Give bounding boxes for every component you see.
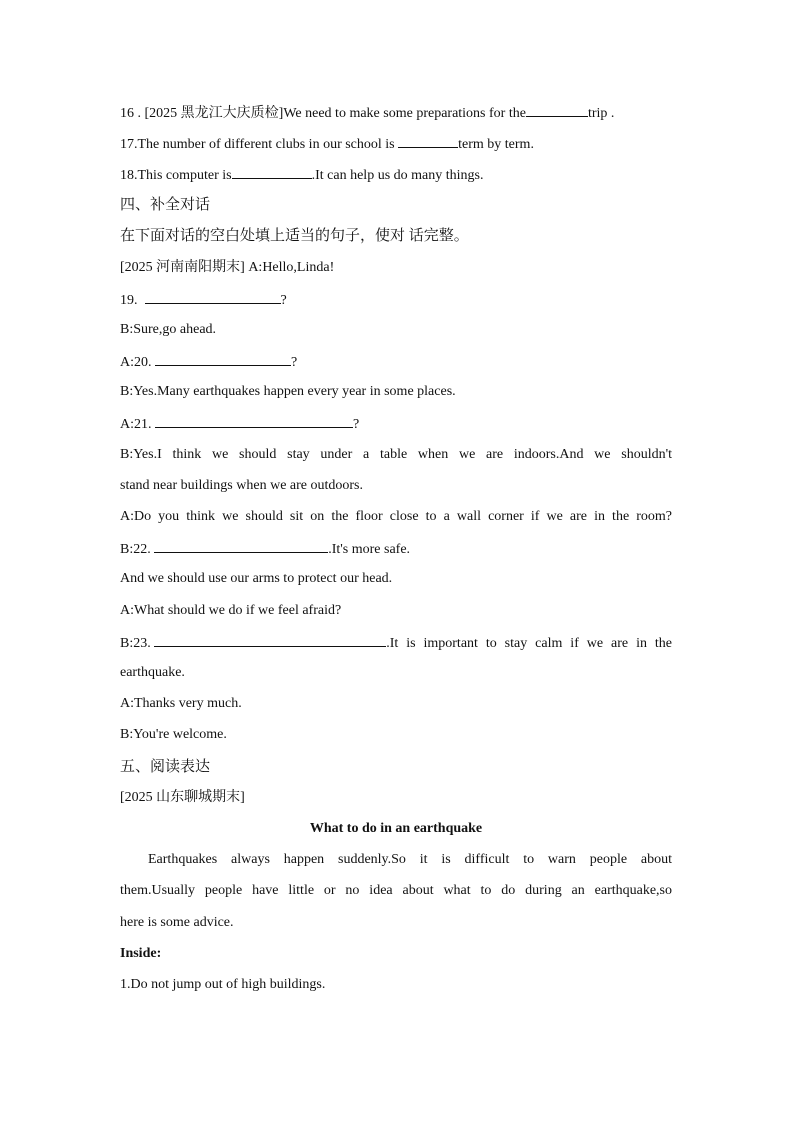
question-18 (120, 164, 672, 186)
question-17-suffix: term by term. (458, 137, 534, 152)
question-16-suffix: trip . (587, 106, 615, 121)
section-4-heading: 四、补全对话 (120, 197, 211, 213)
dialogue-b-welcome: B:You're welcome. (120, 727, 227, 742)
passage-title: What to do in an earthquake (309, 821, 483, 836)
q22-number: B:22. (120, 542, 151, 557)
passage-paragraph-line1: Earthquakes always happen suddenly.So it is difficult to warn people about (148, 852, 672, 867)
dialogue-q22 (120, 538, 672, 560)
section-4-instruction: 在下面对话的空白处填上适当的句子，使对 话完整。 (120, 228, 469, 244)
question-17 (120, 133, 672, 155)
dialogue-b-yes-think-line2: stand near buildings when we are outdoors. (120, 478, 363, 493)
inside-label: Inside: (120, 946, 162, 961)
section-4-source: [2025 河南南阳期末] A:Hello,Linda! (120, 260, 335, 275)
dialogue-b-yes-many: B:Yes.Many earthquakes happen every year in some places. (120, 384, 456, 399)
dialogue-q23-continued: earthquake. (120, 665, 185, 680)
q23-suffix: .It is important to stay calm if we are in the (386, 636, 672, 651)
q20-suffix: ? (291, 355, 298, 370)
dialogue-q19 (120, 289, 672, 311)
q21-number: A:21. (120, 417, 152, 432)
question-16 (120, 102, 672, 124)
answer-blank-22[interactable] (154, 538, 328, 553)
q19-number: 19. (120, 293, 138, 308)
question-18-prefix: 18.This computer is (120, 168, 232, 183)
answer-blank-21[interactable] (155, 413, 353, 428)
q22-suffix: .It's more safe. (328, 542, 411, 557)
answer-blank-17[interactable] (398, 133, 458, 148)
passage-paragraph-line3: here is some advice. (120, 915, 234, 930)
answer-blank-18[interactable] (232, 164, 312, 179)
section-5-source: [2025 山东聊城期末] (120, 790, 245, 805)
q20-number: A:20. (120, 355, 152, 370)
question-16-prefix: 16 . [2025 黑龙江大庆质检]We need to make some preparations for the (120, 106, 526, 121)
answer-blank-23[interactable] (154, 632, 386, 647)
dialogue-a-what-should: A:What should we do if we feel afraid? (120, 603, 342, 618)
answer-blank-16[interactable] (526, 102, 588, 117)
dialogue-b-yes-think-line1: B:Yes.I think we should stay under a table when we are indoors.And we shouldn't (120, 447, 672, 462)
dialogue-a-do-you-think: A:Do you think we should sit on the floor close to a wall corner if we are in the room? (120, 509, 672, 524)
passage-paragraph-line2: them.Usually people have little or no idea about what to do during an earthquake,so (120, 883, 672, 898)
dialogue-a-thanks: A:Thanks very much. (120, 696, 242, 711)
section-5-heading: 五、阅读表达 (120, 759, 211, 775)
answer-blank-19[interactable] (145, 289, 281, 304)
answer-blank-20[interactable] (155, 351, 291, 366)
advice-item-1: 1.Do not jump out of high buildings. (120, 977, 326, 992)
question-17-prefix: 17.The number of different clubs in our school is (120, 137, 399, 152)
question-18-suffix: .It can help us do many things. (311, 168, 484, 183)
dialogue-b-sure: B:Sure,go ahead. (120, 322, 217, 337)
dialogue-q20 (120, 351, 672, 373)
q23-number: B:23. (120, 636, 151, 651)
dialogue-q23 (120, 632, 672, 654)
dialogue-q21 (120, 413, 672, 435)
q19-suffix: ? (280, 293, 287, 308)
dialogue-and-arms: And we should use our arms to protect our head. (120, 571, 393, 586)
q21-suffix: ? (353, 417, 360, 432)
